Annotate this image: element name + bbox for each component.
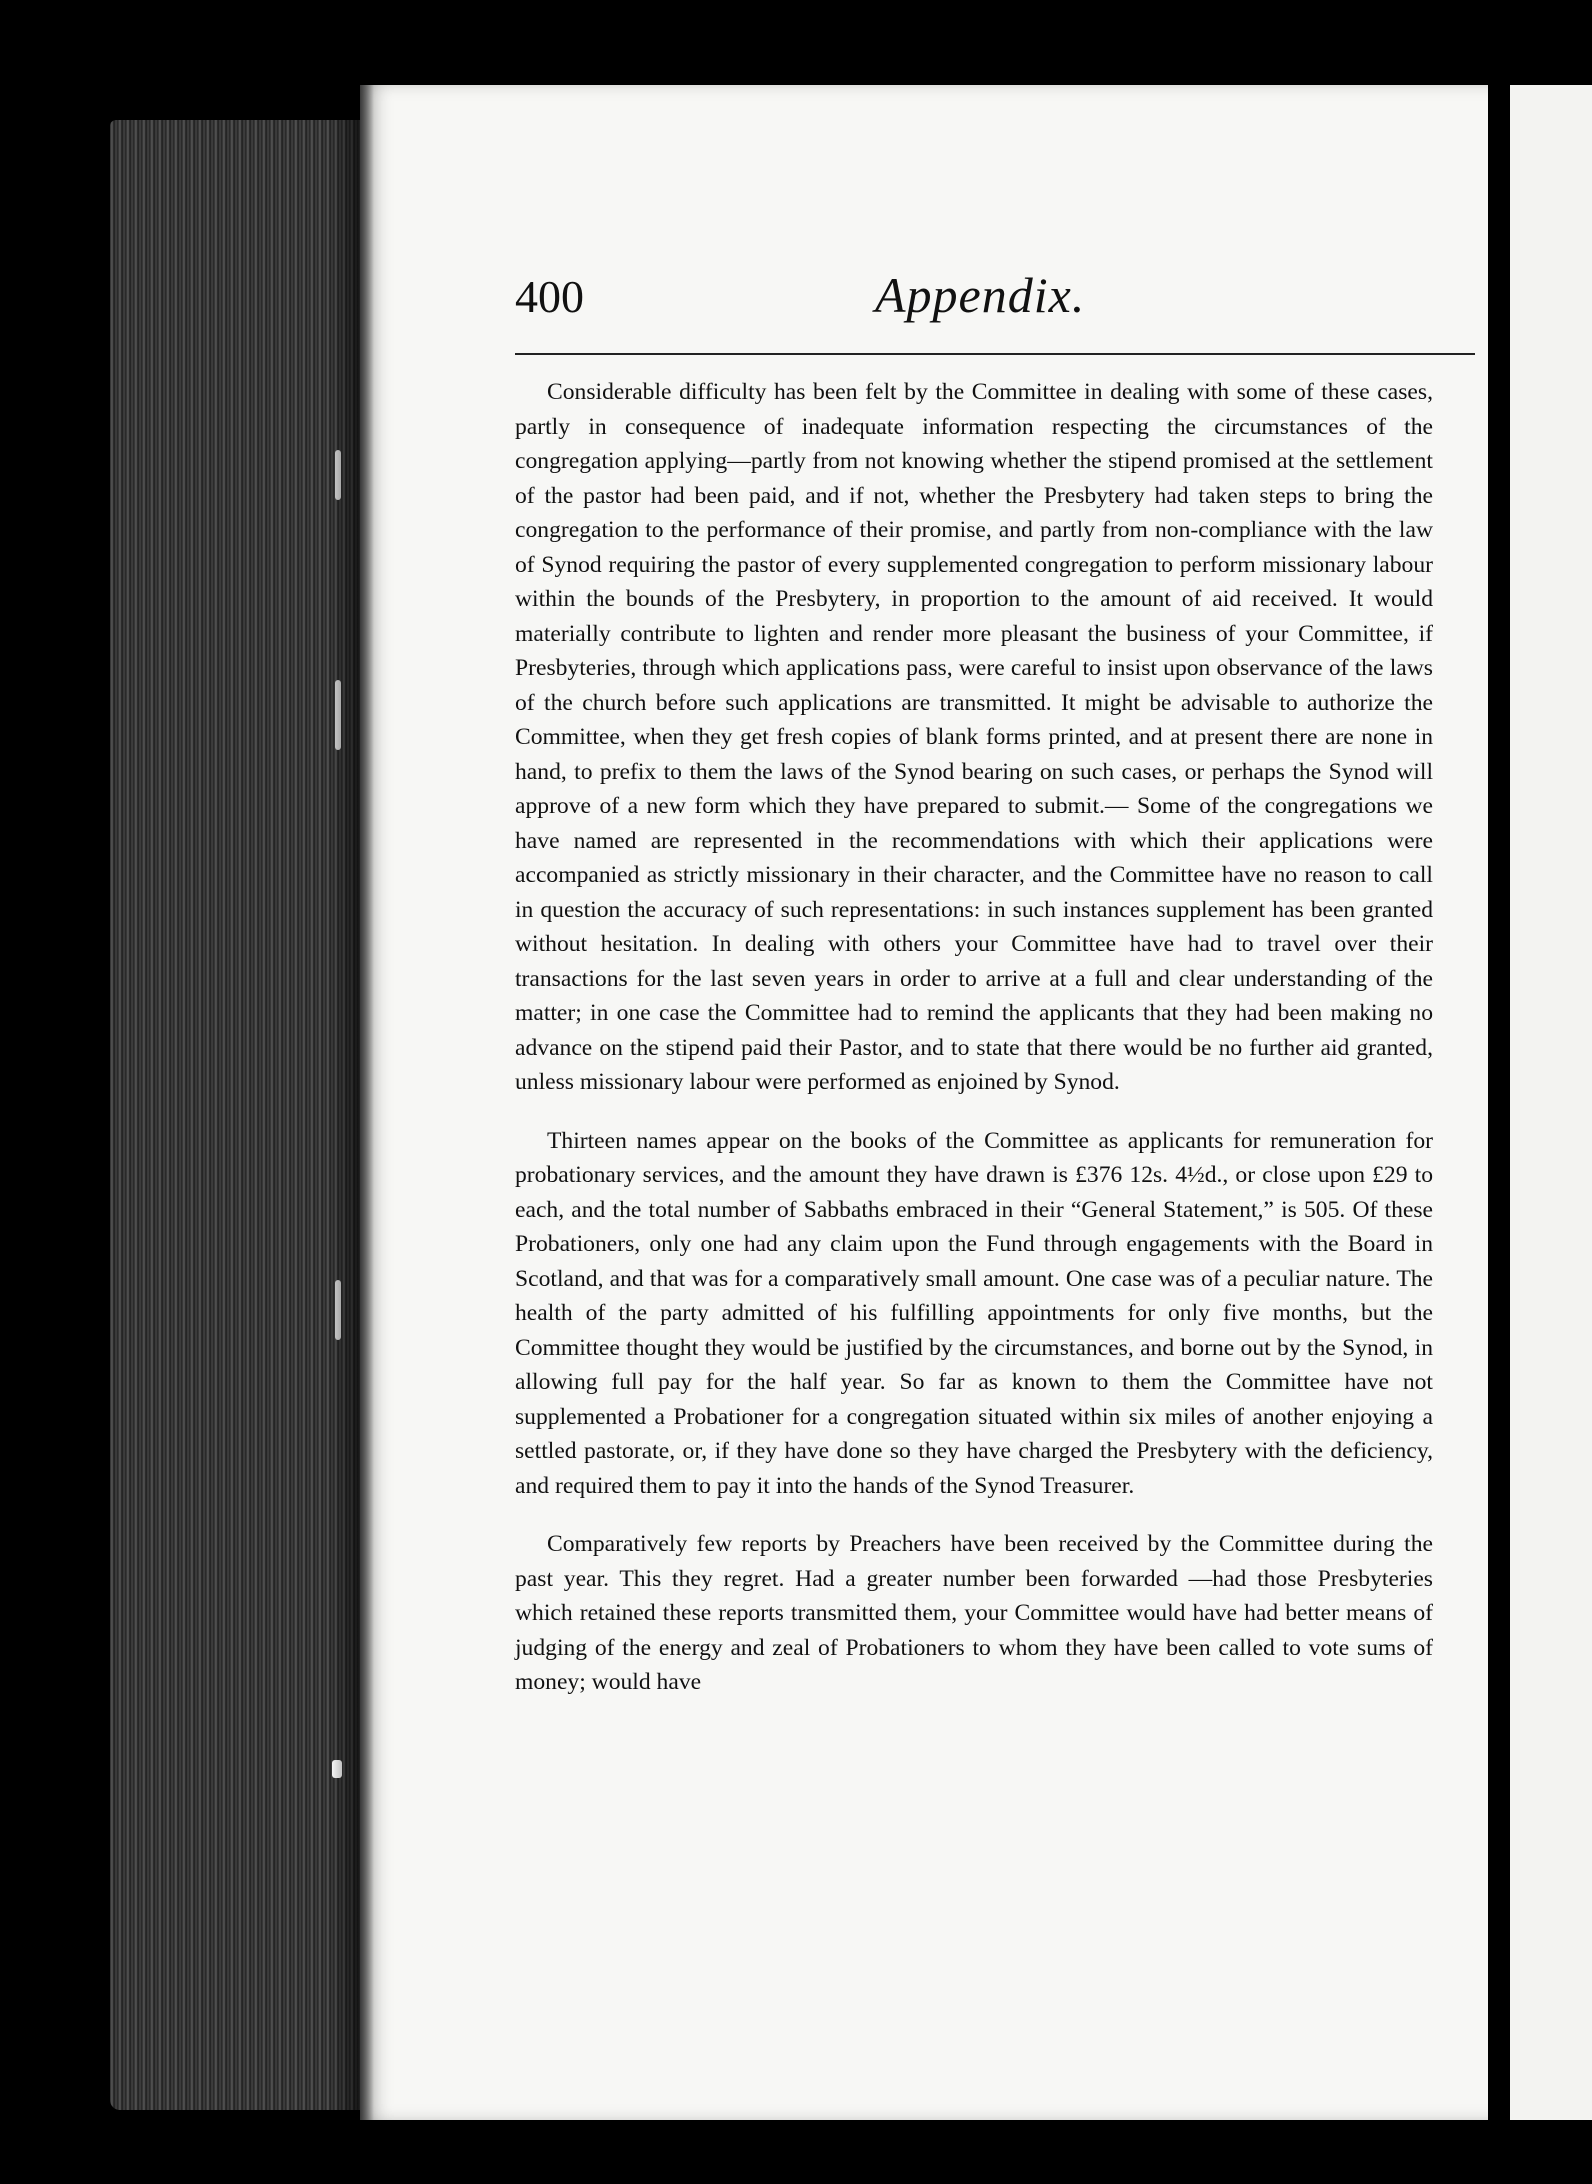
- book-page-edge: [110, 120, 360, 2110]
- facing-page-edge: [1510, 85, 1592, 2120]
- edge-mark: [335, 1280, 341, 1340]
- edge-mark: [335, 450, 341, 500]
- edge-mark: [332, 1760, 342, 1778]
- header-rule: [515, 353, 1475, 355]
- paragraph: Comparatively few reports by Preachers have been received by the Committee during the past year. This they regret. Had a greater number been forwarded —had those Presbyteries which retained these reports transmitted them, your Committee would have had better means of judging of the energy and zeal of Probationers to whom they have been called to vote sums of money; would have: [515, 1531, 1433, 1695]
- page-header: [515, 267, 1475, 340]
- body-text: [515, 375, 1433, 1724]
- page-gutter-shadow: [360, 85, 374, 2120]
- page-number: 400: [515, 271, 584, 322]
- paragraph: Considerable difficulty has been felt by the Committee in dealing with some of these cases, partly in consequence of inadequate information respecting the circumstances of the congregation applying—partly from not knowing whether the stipend promised at the settlement of the pastor had been paid, and if not, whether the Presbytery had taken steps to bring the congregation to the performance of their promise, and partly from non-compliance with the law of Synod requiring the pastor of every supplemented congregation to perform missionary labour within the bounds of the Presbytery, in proportion to the amount of aid received. It would materially contribute to lighten and render more pleasant the business of your Committee, if Presbyteries, through which applications pass, were careful to insist upon observance of the laws of the church before such applications are transmitted. It might be advisable to authorize the Committee, when they get fresh copies of blank forms printed, and at present there are none in hand, to prefix to them the laws of the Synod bearing on such cases, or perhaps the Synod will approve of a new form which they have prepared to submit.— Some of the congregations we have named are represented in the recommendations with which their applications were accompanied as strictly missionary in their character, and the Committee have no reason to call in question the accuracy of such representations: in such instances supplement has been granted without hesitation. In dealing with others your Committee have had to travel over their transactions for the last seven years in order to arrive at a full and clear understanding of the matter; in one case the Committee had to remind the applicants that they had been making no advance on the stipend paid their Pastor, and to state that there would be no further aid granted, unless missionary labour were performed as enjoined by Synod.: [515, 379, 1433, 1095]
- book-page: [360, 85, 1488, 2120]
- edge-mark: [335, 680, 341, 750]
- running-head: Appendix.: [875, 267, 1086, 323]
- paragraph: Thirteen names appear on the books of the Committee as applicants for remuneration for probationary services, and the amount they have drawn is £376 12s. 4½d., or close upon £29 to each, and the total number of Sabbaths embraced in their “General Statement,” is 505. Of these Probationers, only one had any claim upon the Fund through engagements with the Board in Scotland, and that was for a comparatively small amount. One case was of a peculiar nature. The health of the party admitted of his fulfilling appointments for only five months, but the Committee thought they would be justified by the circumstances, and borne out by the Synod, in allowing full pay for the half year. So far as known to them the Committee have not supplemented a Probationer for a congregation situated within six miles of another enjoying a settled pastorate, or, if they have done so they have charged the Presbytery with the deficiency, and required them to pay it into the hands of the Synod Treasurer.: [515, 1127, 1433, 1499]
